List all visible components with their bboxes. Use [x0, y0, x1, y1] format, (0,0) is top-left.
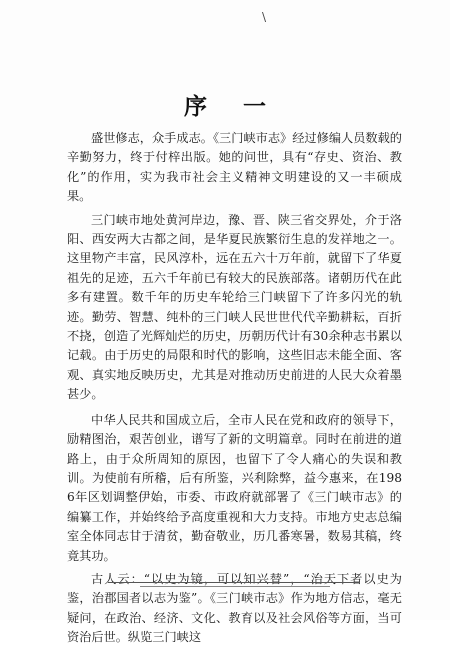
bottom-scan-line-secondary — [140, 586, 330, 587]
bottom-scan-line — [108, 582, 360, 583]
paragraph-4: 古人云：“以史为镜，可以知兴替”，“治天下者以史为鉴，治郡国者以志为鉴”。《三门峡市志》作为地方信志，毫无疑问，在政治、经济、文化、教育以及社会风俗等方面，当可资治后世。纵览三门峡这 — [67, 571, 402, 645]
page-title: 序 一 — [183, 93, 280, 120]
paragraph-2: 三门峡市地处黄河岸边，豫、晋、陕三省交界处，介于洛阳、西安两大古都之间，是华夏民族繁衍生息的发祥地之一。这里物产丰富，民风淳朴，远在五六十万年前，就留下了华夏祖先的足迹，五六千年前已有较大的民族部落。诸朝历代在此多有建置。数千年的历史车轮给三门峡留下了许多闪光的轨迹。勤劳、智慧、纯朴的三门峡人民世世代代辛勤耕耘，百折不挠，创造了光辉灿烂的历史，历朝历代计有30余种志书累以记载。由于历史的局限和时代的影响，这些旧志未能全面、客观、真实地反映历史，尤其是对推动历史前进的人民大众着墨甚少。 — [67, 212, 402, 402]
paragraph-1: 盛世修志，众手成志。《三门峡市志》经过修编人员数载的辛勤努力，终于付梓出版。她的问世，具有“存史、资治、教化”的作用，实为我市社会主义精神文明建设的又一丰硕成果。 — [67, 131, 402, 204]
paragraph-3: 中华人民共和国成立后，全市人民在党和政府的领导下，励精图治，艰苦创业，谱写了新的文明篇章。同时在前进的道路上，由于众所周知的原因，也留下了令人痛心的失误和教训。为使前有所稽，后有所鉴，兴利除弊，益今惠来，在1986年区划调整伊始，市委、市政府就部署了《三门峡市志》的编纂工作，并始终给予高度重视和大力支持。市地方史志总编室全体同志甘于清贫，勤奋敬业，历几番寒暑，数易其稿，终竟其功。 — [67, 412, 402, 563]
top-margin-mark: \ — [262, 10, 269, 24]
body-text — [67, 123, 402, 652]
